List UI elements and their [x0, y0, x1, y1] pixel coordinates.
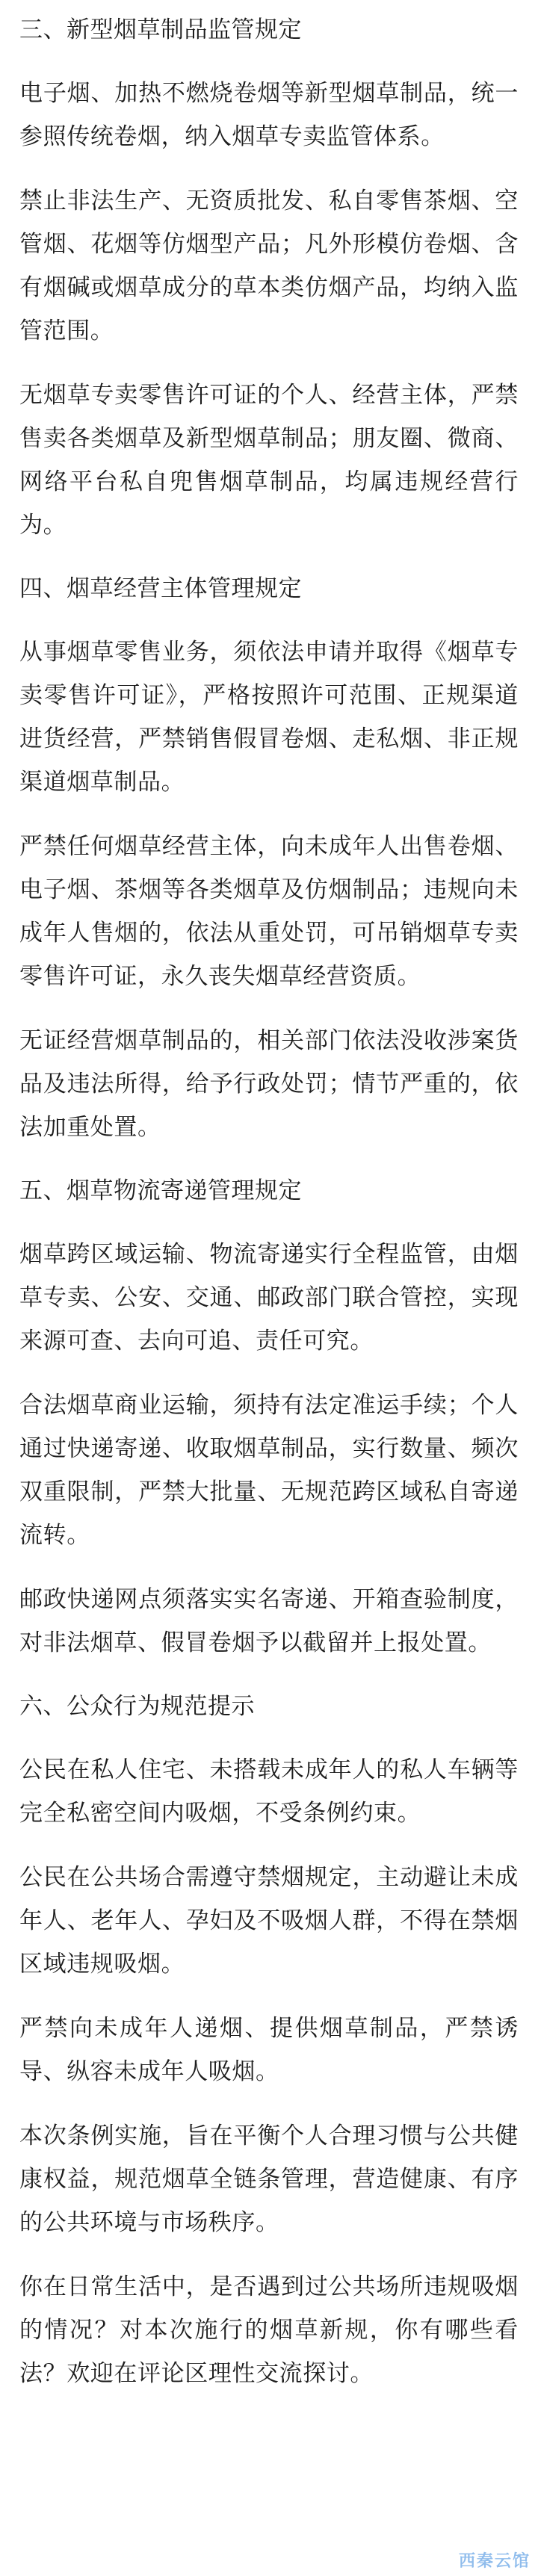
paragraph: 你在日常生活中，是否遇到过公共场所违规吸烟的情况？对本次施行的烟草新规，你有哪些看法？欢迎在评论区理性交流探讨。 [19, 2273, 519, 2387]
paragraph: 邮政快递网点须落实实名寄递、开箱查验制度，对非法烟草、假冒卷烟予以截留并上报处置。 [19, 1586, 519, 1656]
section-business-entity [19, 568, 519, 1149]
paragraph: 合法烟草商业运输，须持有法定准运手续；个人通过快递寄递、收取烟草制品，实行数量、频次双重限制，严禁大批量、无规范跨区域私自寄递流转。 [19, 1392, 519, 1549]
section-heading: 六、公众行为规范提示 [19, 1693, 255, 1720]
paragraph: 烟草跨区域运输、物流寄递实行全程监管，由烟草专卖、公安、交通、邮政部门联合管控，实现来源可查、去向可追、责任可究。 [19, 1241, 519, 1354]
section-heading: 五、烟草物流寄递管理规定 [19, 1177, 302, 1204]
section-public-conduct [19, 1685, 519, 2395]
section-heading: 四、烟草经营主体管理规定 [19, 575, 302, 602]
paragraph: 公民在公共场合需遵守禁烟规定，主动避让未成年人、老年人、孕妇及不吸烟人群，不得在禁烟区域违规吸烟。 [19, 1864, 519, 1978]
paragraph: 无证经营烟草制品的，相关部门依法没收涉案货品及违法所得，给予行政处罚；情节严重的，依法加重处置。 [19, 1027, 519, 1141]
paragraph: 严禁向未成年人递烟、提供烟草制品，严禁诱导、纵容未成年人吸烟。 [19, 2015, 519, 2085]
paragraph: 严禁任何烟草经营主体，向未成年人出售卷烟、电子烟、茶烟等各类烟草及仿烟制品；违规向未成年人售烟的，依法从重处罚，可吊销烟草专卖零售许可证，永久丧失烟草经营资质。 [19, 833, 519, 990]
paragraph: 从事烟草零售业务，须依法申请并取得《烟草专卖零售许可证》，严格按照许可范围、正规渠道进货经营，严禁销售假冒卷烟、走私烟、非正规渠道烟草制品。 [19, 639, 519, 796]
section-new-tobacco [19, 9, 519, 547]
paragraph: 无烟草专卖零售许可证的个人、经营主体，严禁售卖各类烟草及新型烟草制品；朋友圈、微商、网络平台私自兜售烟草制品，均属违规经营行为。 [19, 382, 519, 539]
section-logistics [19, 1170, 519, 1665]
paragraph: 禁止非法生产、无资质批发、私自零售茶烟、空管烟、花烟等仿烟型产品；凡外形模仿卷烟、含有烟碱或烟草成分的草本类仿烟产品，均纳入监管范围。 [19, 188, 519, 344]
section-heading: 三、新型烟草制品监管规定 [19, 16, 302, 43]
paragraph: 本次条例实施，旨在平衡个人合理习惯与公共健康权益，规范烟草全链条管理，营造健康、有序的公共环境与市场秩序。 [19, 2123, 519, 2236]
paragraph: 公民在私人住宅、未搭载未成年人的私人车辆等完全私密空间内吸烟，不受条例约束。 [19, 1756, 519, 1827]
watermark-logo: 西秦云馆 [458, 2552, 531, 2571]
paragraph: 电子烟、加热不燃烧卷烟等新型烟草制品，统一参照传统卷烟，纳入烟草专卖监管体系。 [19, 80, 519, 150]
